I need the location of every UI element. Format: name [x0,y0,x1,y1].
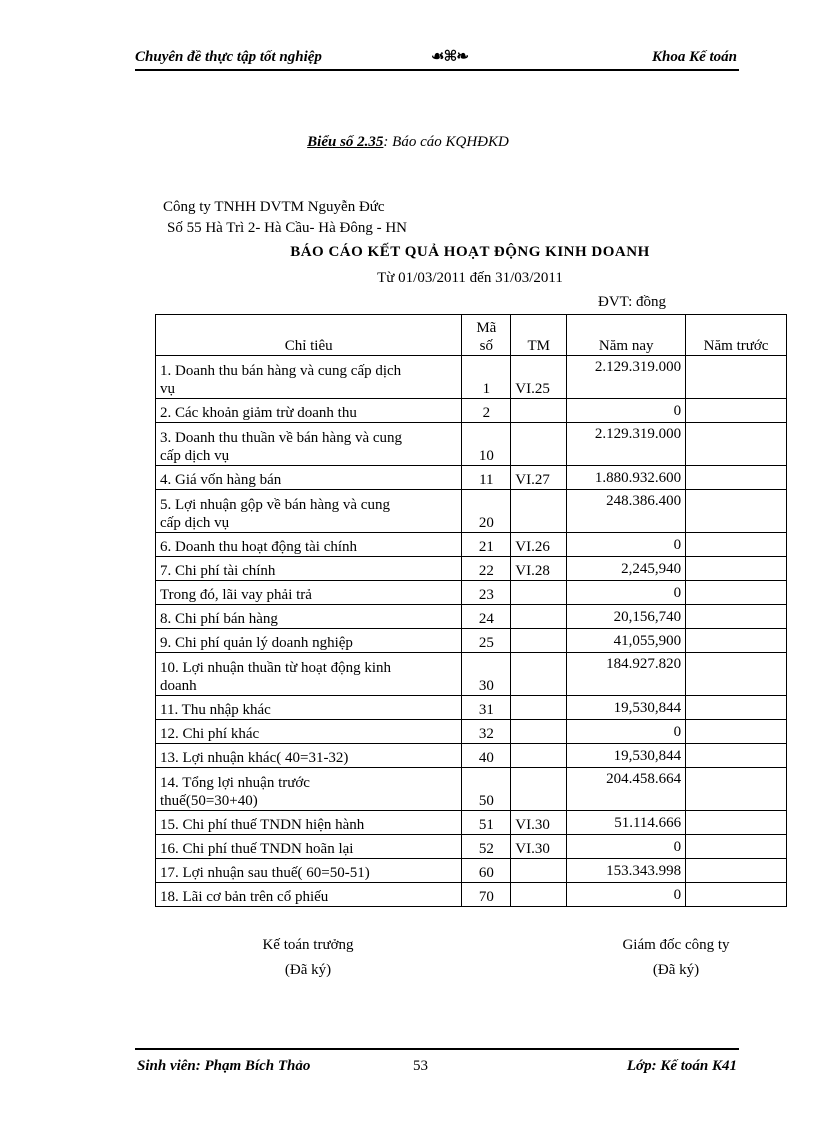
cell-tm [511,859,567,883]
cell-tm [511,883,567,907]
cell-nam-nay: 41,055,900 [567,629,686,653]
cell-nam-nay: 2.129.319.000 [567,356,686,399]
cell-ma-so: 20 [462,490,511,533]
header-tm: TM [511,315,567,356]
cell-ma-so: 40 [462,744,511,768]
cell-tm: VI.25 [511,356,567,399]
table-row [156,581,787,605]
cell-ma-so: 31 [462,696,511,720]
cell-chi-tieu [156,629,462,653]
table-row [156,399,787,423]
cell-nam-truoc [686,835,787,859]
signature-status: (Đã ký) [284,962,332,978]
cell-ma-so: 32 [462,720,511,744]
cell-nam-nay: 248.386.400 [567,490,686,533]
table-row [156,605,787,629]
cell-ma-so: 30 [462,653,511,696]
cell-chi-tieu [156,399,462,423]
page-number: 53 [413,1058,428,1074]
cell-nam-nay: 51.114.666 [567,811,686,835]
cell-nam-truoc [686,768,787,811]
cell-chi-tieu [156,835,462,859]
cell-nam-truoc [686,811,787,835]
cell-nam-truoc [686,533,787,557]
chi-tieu-line1: 7. Chi phí tài chính [160,563,276,579]
cell-tm: VI.28 [511,557,567,581]
table-row [156,653,787,696]
chi-tieu-line2: cấp dịch vụ [160,448,230,464]
chi-tieu-line1: 3. Doanh thu thuần về bán hàng và cung [160,430,403,446]
cell-tm [511,605,567,629]
cell-chi-tieu [156,696,462,720]
cell-nam-nay: 153.343.998 [567,859,686,883]
header-left-text: Chuyên đề thực tập tốt nghiệp [135,49,322,65]
chi-tieu-line1: 9. Chi phí quản lý doanh nghiệp [160,635,353,651]
cell-ma-so: 23 [462,581,511,605]
cell-chi-tieu [156,653,462,696]
cell-tm [511,768,567,811]
cell-nam-truoc [686,356,787,399]
chi-tieu-line1: 2. Các khoản giảm trừ doanh thu [160,405,357,421]
signature-role: Kế toán trưởng [262,937,354,953]
cell-chi-tieu [156,720,462,744]
company-name: Công ty TNHH DVTM Nguyễn Đức [163,199,385,215]
cell-ma-so: 51 [462,811,511,835]
cell-nam-truoc [686,581,787,605]
cell-nam-nay: 20,156,740 [567,605,686,629]
table-row [156,356,787,399]
chi-tieu-line1: 10. Lợi nhuận thuần từ hoạt động kinh [160,660,392,676]
cell-nam-nay: 204.458.664 [567,768,686,811]
table-row [156,768,787,811]
cell-ma-so: 52 [462,835,511,859]
chi-tieu-line1: 4. Giá vốn hàng bán [160,472,282,488]
chi-tieu-line1: 6. Doanh thu hoạt động tài chính [160,539,358,555]
table-row [156,629,787,653]
footer-student: Sinh viên: Phạm Bích Thảo [137,1058,311,1074]
figure-caption [0,134,816,151]
cell-tm [511,581,567,605]
table-row [156,466,787,490]
cell-ma-so: 2 [462,399,511,423]
cell-chi-tieu [156,466,462,490]
header-chi-tieu: Chỉ tiêu [156,315,462,356]
table-row [156,811,787,835]
cell-nam-nay: 1.880.932.600 [567,466,686,490]
cell-tm [511,696,567,720]
cell-nam-truoc [686,490,787,533]
cell-ma-so: 21 [462,533,511,557]
cell-nam-truoc [686,557,787,581]
signature-role: Giám đốc công ty [622,937,730,953]
chi-tieu-line1: 14. Tổng lợi nhuận trước [160,775,310,791]
cell-tm [511,629,567,653]
page-header [135,47,739,71]
cell-tm [511,423,567,466]
table-row [156,557,787,581]
cell-chi-tieu [156,744,462,768]
cell-nam-truoc [686,423,787,466]
cell-chi-tieu [156,768,462,811]
cell-nam-nay: 19,530,844 [567,696,686,720]
cell-tm [511,744,567,768]
header-ma-so-line2: số [479,338,493,354]
cell-tm [511,720,567,744]
cell-chi-tieu [156,490,462,533]
chi-tieu-line1: 17. Lợi nhuận sau thuế( 60=50-51) [160,865,370,881]
cell-ma-so: 11 [462,466,511,490]
chi-tieu-line1: 8. Chi phí bán hàng [160,611,278,627]
cell-chi-tieu [156,557,462,581]
cell-nam-nay: 184.927.820 [567,653,686,696]
income-statement-table [155,314,787,907]
chi-tieu-line1: 12. Chi phí khác [160,726,260,742]
caption-label: Biểu số 2.35 [307,134,384,150]
cell-chi-tieu [156,811,462,835]
table-header-row [156,315,787,356]
caption-text: : Báo cáo KQHĐKD [383,134,509,150]
cell-nam-truoc [686,653,787,696]
cell-ma-so: 1 [462,356,511,399]
cell-nam-truoc [686,629,787,653]
cell-ma-so: 50 [462,768,511,811]
cell-nam-truoc [686,883,787,907]
chi-tieu-line2: vụ [160,381,175,397]
chi-tieu-line1: 15. Chi phí thuế TNDN hiện hành [160,817,365,833]
cell-ma-so: 70 [462,883,511,907]
header-ornament-icon: ☙⌘❧ [431,49,468,65]
table-row [156,720,787,744]
cell-ma-so: 22 [462,557,511,581]
cell-chi-tieu [156,581,462,605]
cell-nam-truoc [686,744,787,768]
chi-tieu-line2: thuế(50=30+40) [160,793,258,809]
cell-nam-nay: 0 [567,581,686,605]
cell-chi-tieu [156,883,462,907]
cell-ma-so: 60 [462,859,511,883]
cell-tm: VI.30 [511,835,567,859]
header-ma-so [462,315,511,356]
page-footer [135,1048,739,1072]
cell-nam-nay: 2,245,940 [567,557,686,581]
chi-tieu-line1: 1. Doanh thu bán hàng và cung cấp dịch [160,363,402,379]
cell-nam-truoc [686,466,787,490]
cell-chi-tieu [156,605,462,629]
chi-tieu-line1: 11. Thu nhập khác [160,702,271,718]
cell-ma-so: 24 [462,605,511,629]
cell-tm: VI.30 [511,811,567,835]
cell-tm [511,490,567,533]
table-row [156,533,787,557]
cell-nam-nay: 0 [567,720,686,744]
report-title: BÁO CÁO KẾT QUẢ HOẠT ĐỘNG KINH DOANH [290,244,650,260]
chi-tieu-line1: 16. Chi phí thuế TNDN hoãn lại [160,841,354,857]
table-row [156,835,787,859]
cell-nam-truoc [686,696,787,720]
cell-nam-nay: 2.129.319.000 [567,423,686,466]
cell-nam-truoc [686,605,787,629]
cell-ma-so: 10 [462,423,511,466]
cell-tm [511,399,567,423]
currency-unit: ĐVT: đồng [598,294,666,310]
table-row [156,744,787,768]
chi-tieu-line1: Trong đó, lãi vay phải trả [160,587,312,603]
cell-chi-tieu [156,533,462,557]
signature-director [576,937,776,979]
cell-nam-truoc [686,859,787,883]
cell-ma-so: 25 [462,629,511,653]
cell-chi-tieu [156,423,462,466]
cell-nam-truoc [686,399,787,423]
table-row [156,883,787,907]
table-row [156,423,787,466]
cell-nam-truoc [686,720,787,744]
report-period: Từ 01/03/2011 đến 31/03/2011 [377,270,563,286]
header-right-text: Khoa Kế toán [651,49,737,65]
header-nam-nay: Năm nay [567,315,686,356]
chi-tieu-line2: cấp dịch vụ [160,515,230,531]
header-nam-truoc: Năm trước [686,315,787,356]
cell-nam-nay: 0 [567,399,686,423]
cell-nam-nay: 19,530,844 [567,744,686,768]
chi-tieu-line1: 18. Lãi cơ bản trên cổ phiếu [160,889,329,905]
cell-nam-nay: 0 [567,835,686,859]
cell-chi-tieu [156,356,462,399]
header-ma-so-line1: Mã [476,320,497,336]
company-address: Số 55 Hà Trì 2- Hà Cầu- Hà Đông - HN [167,220,407,236]
chi-tieu-line1: 5. Lợi nhuận gộp về bán hàng và cung [160,497,390,513]
chi-tieu-line2: doanh [160,678,197,694]
table-row [156,696,787,720]
cell-chi-tieu [156,859,462,883]
cell-tm: VI.26 [511,533,567,557]
cell-tm: VI.27 [511,466,567,490]
signature-chief-accountant [208,937,408,979]
table-row [156,490,787,533]
table-row [156,859,787,883]
signature-status: (Đã ký) [652,962,700,978]
cell-tm [511,653,567,696]
cell-nam-nay: 0 [567,533,686,557]
cell-nam-nay: 0 [567,883,686,907]
chi-tieu-line1: 13. Lợi nhuận khác( 40=31-32) [160,750,349,766]
footer-class: Lớp: Kế toán K41 [626,1058,737,1074]
